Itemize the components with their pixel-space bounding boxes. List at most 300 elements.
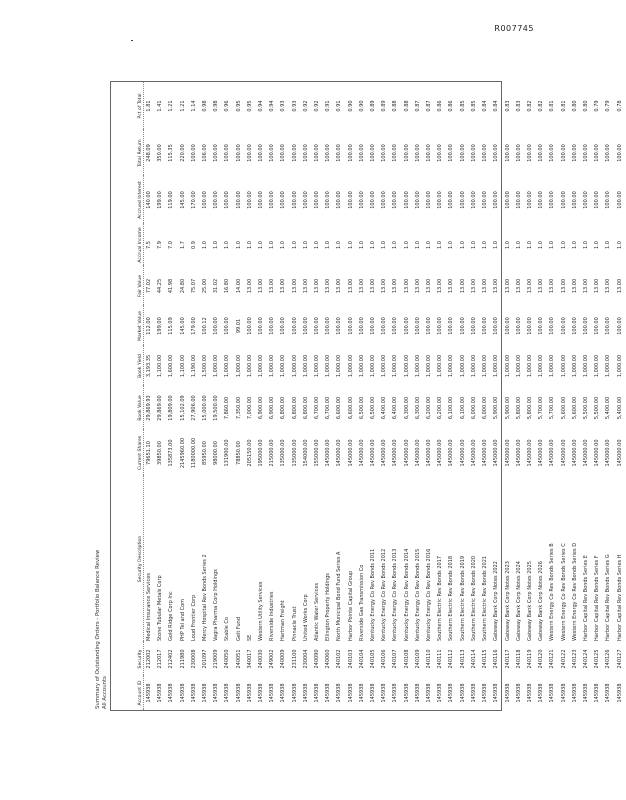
table-cell: 100.00 bbox=[582, 317, 589, 335]
table-cell: 240122 bbox=[560, 649, 567, 669]
table-cell: 6,400.00 bbox=[392, 396, 399, 420]
table-cell: 240107 bbox=[392, 649, 399, 669]
table-cell: 240102 bbox=[336, 649, 343, 669]
table-row bbox=[346, 82, 357, 710]
table-cell: 100.00 bbox=[403, 191, 410, 209]
table-cell: 0.83 bbox=[504, 100, 511, 112]
table-cell: 13.00 bbox=[560, 278, 567, 294]
table-cell: 145000.00 bbox=[325, 439, 332, 467]
table-cell: 1,000.00 bbox=[605, 354, 612, 378]
table-cell: 13.00 bbox=[470, 278, 477, 294]
table-cell: 1,100.00 bbox=[157, 354, 164, 378]
table-cell: Harbor Capital Rev Bonds Series F bbox=[594, 555, 601, 641]
table-cell: Gateway Bank Corp Notes 2022 bbox=[493, 561, 500, 641]
table-cell: 100.00 bbox=[504, 191, 511, 209]
table-cell: 100.00 bbox=[392, 191, 399, 209]
table-cell: 13.00 bbox=[246, 278, 253, 294]
table-cell: 0.92 bbox=[302, 100, 309, 112]
table-cell: 1,190.00 bbox=[190, 354, 197, 378]
table-cell: 1,000.00 bbox=[347, 354, 354, 378]
table-cell: 145938 bbox=[246, 683, 253, 703]
table-cell: 100.00 bbox=[325, 144, 332, 162]
table-cell: 211980 bbox=[179, 649, 186, 669]
table-cell: 145938 bbox=[280, 683, 287, 703]
table-cell: 14.00 bbox=[235, 278, 242, 294]
table-cell: 0.89 bbox=[370, 100, 377, 112]
table-cell: 0.79 bbox=[594, 100, 601, 112]
table-cell: 350.00 bbox=[157, 144, 164, 162]
table-cell: 100.00 bbox=[560, 317, 567, 335]
table-cell: 100.00 bbox=[414, 191, 421, 209]
table-cell: Southern Electric Rev Bonds 2018 bbox=[448, 555, 455, 641]
table-cell: 145938 bbox=[190, 683, 197, 703]
table-cell: 6,300.00 bbox=[403, 396, 410, 420]
table-cell: 6,900.00 bbox=[269, 396, 276, 420]
table-cell: 0.95 bbox=[235, 100, 242, 112]
table-cell: 100.00 bbox=[549, 317, 556, 335]
table-cell: 145938 bbox=[482, 683, 489, 703]
table-cell: 100.00 bbox=[392, 144, 399, 162]
table-cell: 79651.10 bbox=[146, 441, 152, 465]
table-cell: 145938 bbox=[347, 683, 354, 703]
table-cell: 100.00 bbox=[594, 144, 601, 162]
table-cell: 240105 bbox=[370, 649, 377, 669]
table-cell: 1.0 bbox=[280, 241, 287, 249]
column-header: Book Value bbox=[137, 395, 143, 421]
table-cell: 2145960.00 bbox=[179, 437, 186, 469]
table-cell: 1,000.00 bbox=[448, 354, 455, 378]
table-cell: SE bbox=[246, 634, 253, 641]
table-cell: 145000.00 bbox=[470, 439, 477, 467]
table-cell: 145000.00 bbox=[616, 439, 623, 467]
table-cell: 240110 bbox=[426, 649, 433, 669]
table-cell: 0.88 bbox=[403, 100, 410, 112]
table-cell: 100.00 bbox=[594, 191, 601, 209]
table-cell: 1.0 bbox=[235, 241, 242, 249]
table-cell: 13.00 bbox=[571, 278, 578, 294]
table-cell: 100.00 bbox=[302, 144, 309, 162]
table-cell: 1,000.00 bbox=[515, 354, 522, 378]
table-cell: 100.00 bbox=[370, 191, 377, 209]
table-cell: 13.00 bbox=[549, 278, 556, 294]
table-cell: 1.0 bbox=[504, 241, 511, 249]
table-cell: 1.0 bbox=[549, 241, 556, 249]
table-cell: 240009 bbox=[280, 649, 287, 669]
table-cell: 240119 bbox=[526, 649, 533, 669]
table-cell: 112.00 bbox=[146, 317, 152, 335]
table-cell: 100.00 bbox=[482, 317, 489, 335]
table-cell: 1.0 bbox=[582, 241, 589, 249]
table-cell: 145938 bbox=[314, 683, 321, 703]
table-cell: 1.0 bbox=[381, 241, 388, 249]
table-row bbox=[514, 82, 525, 710]
column-header: Accrual Income bbox=[137, 227, 143, 263]
table-cell: 7.0 bbox=[168, 241, 175, 249]
table-cell: 5,800.00 bbox=[515, 396, 522, 420]
table-cell: 145938 bbox=[358, 683, 365, 703]
table-row bbox=[368, 82, 379, 710]
table-row bbox=[525, 82, 536, 710]
table-cell: 1,000.00 bbox=[403, 354, 410, 378]
table-cell: 1,000.00 bbox=[493, 354, 500, 378]
table-cell: 0.84 bbox=[493, 100, 500, 112]
table-row bbox=[334, 82, 345, 710]
table-cell: 1.0 bbox=[224, 241, 231, 249]
table-cell: 145938 bbox=[605, 683, 612, 703]
table-cell: 0.87 bbox=[414, 100, 421, 112]
table-cell: 100.00 bbox=[560, 144, 567, 162]
table-row bbox=[446, 82, 457, 710]
table-cell: 1.0 bbox=[426, 241, 433, 249]
table-cell: 100.00 bbox=[605, 144, 612, 162]
table-cell: 1.0 bbox=[459, 241, 466, 249]
table-cell: 1,000.00 bbox=[235, 354, 242, 378]
table-cell: 145938 bbox=[448, 683, 455, 703]
table-cell: 145000.00 bbox=[437, 439, 444, 467]
table-cell: 1,000.00 bbox=[291, 354, 298, 378]
table-cell: 240123 bbox=[571, 649, 578, 669]
table-cell: Gateway Bank Corp Notes 2025 bbox=[526, 561, 533, 641]
table-cell: 100.00 bbox=[616, 191, 623, 209]
table-cell: 13.00 bbox=[538, 278, 545, 294]
column-header: Accrued Interest bbox=[137, 181, 143, 219]
table-cell: 1,000.00 bbox=[437, 354, 444, 378]
table-cell: 145000.00 bbox=[571, 439, 578, 467]
table-row bbox=[245, 82, 256, 710]
table-row bbox=[267, 82, 278, 710]
table-cell: 1.0 bbox=[269, 241, 276, 249]
table-cell: 1,000.00 bbox=[459, 354, 466, 378]
table-row bbox=[256, 82, 267, 710]
table-cell: 145000.00 bbox=[538, 439, 545, 467]
table-cell: 145938 bbox=[325, 683, 332, 703]
table-cell: 100.00 bbox=[493, 317, 500, 335]
table-cell: 13.00 bbox=[403, 278, 410, 294]
table-cell: 100.00 bbox=[269, 144, 276, 162]
table-cell: 13.00 bbox=[358, 278, 365, 294]
table-cell: 13.00 bbox=[302, 278, 309, 294]
table-cell: 145938 bbox=[179, 683, 186, 703]
table-cell: 145938 bbox=[493, 683, 500, 703]
table-cell: 199.00 bbox=[157, 317, 164, 335]
table-cell: 1,000.00 bbox=[504, 354, 511, 378]
table-cell: 1.0 bbox=[291, 241, 298, 249]
table-cell: 100.00 bbox=[403, 317, 410, 335]
table-cell: 0.85 bbox=[470, 100, 477, 112]
table-cell: 13.00 bbox=[515, 278, 522, 294]
table-cell: 13.00 bbox=[392, 278, 399, 294]
table-cell: 220.00 bbox=[179, 144, 186, 162]
table-cell: 1.0 bbox=[325, 241, 332, 249]
table-cell: 1,000.00 bbox=[426, 354, 433, 378]
table-cell: 145.00 bbox=[179, 317, 186, 335]
table-cell: 100.00 bbox=[426, 191, 433, 209]
table-cell: 140.00 bbox=[146, 191, 152, 209]
table-cell: Kentucky Energy Co Rev Bonds 2014 bbox=[403, 548, 410, 641]
table-cell: 100.00 bbox=[493, 191, 500, 209]
table-cell: 100.00 bbox=[403, 144, 410, 162]
column-header: Security Description bbox=[137, 535, 143, 583]
table-cell: 100.00 bbox=[414, 317, 421, 335]
table-cell: 201097 bbox=[202, 649, 209, 669]
table-cell: 212002 bbox=[146, 649, 152, 669]
table-cell: 145938 bbox=[302, 683, 309, 703]
table-cell: 13.00 bbox=[314, 278, 321, 294]
table-cell: 100.00 bbox=[526, 144, 533, 162]
table-cell: 0.86 bbox=[448, 100, 455, 112]
table-row bbox=[222, 82, 233, 710]
table-cell: 6,600.00 bbox=[347, 396, 354, 420]
table-row bbox=[581, 82, 592, 710]
column-header: Security bbox=[137, 649, 143, 669]
table-cell: 145938 bbox=[213, 683, 220, 703]
table-cell: 100.00 bbox=[470, 317, 477, 335]
table-cell: 1,000.00 bbox=[213, 354, 220, 378]
header-row bbox=[111, 82, 144, 710]
table-cell: 100.00 bbox=[336, 144, 343, 162]
table-cell: 145938 bbox=[582, 683, 589, 703]
table-cell: 1,000.00 bbox=[381, 354, 388, 378]
table-cell: 0.92 bbox=[314, 100, 321, 112]
table-cell: 100.00 bbox=[269, 191, 276, 209]
table-cell: 145938 bbox=[157, 683, 164, 703]
table-cell: 0.93 bbox=[291, 100, 298, 112]
table-cell: Gold Ridge Corp Inc bbox=[168, 591, 175, 641]
table-cell: 145938 bbox=[381, 683, 388, 703]
table-cell: 100.00 bbox=[426, 317, 433, 335]
table-cell: 100.00 bbox=[571, 317, 578, 335]
table-cell: 100.00 bbox=[459, 191, 466, 209]
column-header: Pct of Total bbox=[137, 93, 143, 119]
table-cell: 13.00 bbox=[426, 278, 433, 294]
table-cell: 3,193.35 bbox=[146, 354, 152, 378]
table-cell: 145938 bbox=[549, 683, 556, 703]
table-cell: Harbor Capital Rev Bonds Series E bbox=[582, 555, 589, 641]
table-cell: 6,400.00 bbox=[381, 396, 388, 420]
table-cell: 0.81 bbox=[560, 100, 567, 112]
orders-table bbox=[111, 82, 626, 710]
table-cell: 1,000.00 bbox=[325, 354, 332, 378]
table-cell: Kentucky Energy Co Rev Bonds 2015 bbox=[414, 548, 421, 641]
table-row bbox=[379, 82, 390, 710]
table-cell: 13.00 bbox=[437, 278, 444, 294]
table-cell: 145000.00 bbox=[549, 439, 556, 467]
table-cell: 145000.00 bbox=[515, 439, 522, 467]
table-cell: 100.00 bbox=[493, 144, 500, 162]
table-cell: 145000.00 bbox=[347, 439, 354, 467]
table-cell: 100.00 bbox=[549, 144, 556, 162]
table-cell: 100.00 bbox=[605, 191, 612, 209]
table-cell: 1,000.00 bbox=[560, 354, 567, 378]
table-cell: 231100 bbox=[291, 649, 298, 669]
table-cell: 100.00 bbox=[605, 317, 612, 335]
table-cell: 240050 bbox=[224, 649, 231, 669]
table-cell: 145938 bbox=[560, 683, 567, 703]
table-row bbox=[559, 82, 570, 710]
table-row bbox=[200, 82, 211, 710]
table-cell: 145938 bbox=[538, 683, 545, 703]
table-cell: 1,000.00 bbox=[414, 354, 421, 378]
table-cell: 100.00 bbox=[246, 317, 253, 335]
table-cell: 240109 bbox=[414, 649, 421, 669]
table-cell: 145000.00 bbox=[482, 439, 489, 467]
table-cell: Harbor Capital Rev Bonds Series G bbox=[605, 554, 612, 641]
table-cell: 100.00 bbox=[448, 191, 455, 209]
table-row bbox=[323, 82, 334, 710]
table-cell: 16.80 bbox=[224, 278, 231, 294]
table-cell: 230008 bbox=[190, 649, 197, 669]
table-cell: 1.0 bbox=[616, 241, 623, 249]
table-cell: 1.0 bbox=[594, 241, 601, 249]
table-cell: 78850.00 bbox=[235, 441, 242, 465]
table-cell: 145938 bbox=[594, 683, 601, 703]
table-cell: 100.00 bbox=[213, 317, 220, 335]
table-cell: 100.00 bbox=[269, 317, 276, 335]
table-row bbox=[211, 82, 222, 710]
table-cell: 1.7 bbox=[179, 241, 186, 249]
table-cell: 100.00 bbox=[314, 144, 321, 162]
table-cell: 100.00 bbox=[426, 144, 433, 162]
table-cell: 100.00 bbox=[594, 317, 601, 335]
table-cell: 1.0 bbox=[448, 241, 455, 249]
table-cell: 19,809.00 bbox=[168, 395, 175, 421]
table-row bbox=[435, 82, 446, 710]
table-cell: 0.96 bbox=[224, 100, 231, 112]
table-row bbox=[536, 82, 547, 710]
table-cell: 100.00 bbox=[370, 317, 377, 335]
table-cell: 100.00 bbox=[582, 144, 589, 162]
table-cell: 100.00 bbox=[482, 144, 489, 162]
table-row bbox=[603, 82, 614, 710]
table-cell: 100.00 bbox=[515, 144, 522, 162]
table-cell: 5,400.00 bbox=[605, 396, 612, 420]
table-cell: 340017 bbox=[246, 649, 253, 669]
table-cell: Kentucky Energy Co Rev Bonds 2016 bbox=[426, 548, 433, 641]
column-header: Account ID bbox=[137, 680, 143, 706]
table-row bbox=[278, 82, 289, 710]
table-cell: 85950.00 bbox=[202, 441, 209, 465]
table-cell: PHP Tel and Com bbox=[179, 598, 186, 641]
table-cell: 100.00 bbox=[526, 317, 533, 335]
table-cell: 145000.00 bbox=[594, 439, 601, 467]
table-caption bbox=[95, 149, 108, 709]
table-cell: 1.0 bbox=[605, 241, 612, 249]
table-cell: 1.0 bbox=[482, 241, 489, 249]
table-cell: 0.80 bbox=[582, 100, 589, 112]
table-cell: 145938 bbox=[235, 683, 242, 703]
table-cell: 240116 bbox=[493, 649, 500, 669]
table-cell: 145000.00 bbox=[582, 439, 589, 467]
table-row bbox=[178, 82, 189, 710]
table-cell: 100.00 bbox=[347, 191, 354, 209]
table-cell: 1.0 bbox=[370, 241, 377, 249]
table-cell: 100.00 bbox=[459, 144, 466, 162]
table-cell: 100.00 bbox=[213, 191, 220, 209]
table-cell: 135873.00 bbox=[168, 439, 175, 467]
table-cell: 1.0 bbox=[515, 241, 522, 249]
table-cell: 100.00 bbox=[504, 144, 511, 162]
table-cell: 212017 bbox=[157, 649, 164, 669]
table-cell: 1.0 bbox=[526, 241, 533, 249]
table-cell: 100.00 bbox=[571, 191, 578, 209]
table-cell: 240124 bbox=[582, 649, 589, 669]
table-cell: Western Energy Co Rev Bonds Series D bbox=[571, 542, 578, 641]
table-cell: 1,000.00 bbox=[358, 354, 365, 378]
table-row bbox=[402, 82, 413, 710]
rotated-table-container bbox=[95, 75, 623, 715]
table-cell: 145000.00 bbox=[459, 439, 466, 467]
table-cell: 77.02 bbox=[146, 278, 152, 294]
table-cell: 6,100.00 bbox=[448, 396, 455, 420]
table-cell: 219009 bbox=[213, 649, 220, 669]
table-cell: Riverside Industries bbox=[269, 591, 276, 641]
table-cell: 13.00 bbox=[370, 278, 377, 294]
table-cell: 0.98 bbox=[202, 100, 209, 112]
table-cell: 13.00 bbox=[347, 278, 354, 294]
table-cell: 100.00 bbox=[336, 317, 343, 335]
table-cell: 1,000.00 bbox=[280, 354, 287, 378]
table-cell: Riverside Gas Transmission Co bbox=[358, 564, 365, 641]
table-cell: 115.35 bbox=[168, 144, 175, 162]
table-cell: 100.00 bbox=[549, 191, 556, 209]
table-body bbox=[144, 82, 626, 710]
table-cell: 1.41 bbox=[157, 100, 164, 112]
table-cell: 15,102.09 bbox=[179, 395, 186, 421]
caption-line-1: Summary of Outstanding Orders - Portfolio Balance Review bbox=[95, 549, 101, 709]
table-cell: 6,500.00 bbox=[358, 396, 365, 420]
table-cell: 1,000.00 bbox=[616, 354, 623, 378]
table-cell: 100.00 bbox=[459, 317, 466, 335]
table-cell: 240117 bbox=[504, 649, 511, 669]
table-cell: 1.14 bbox=[190, 100, 197, 112]
table-cell: 100.00 bbox=[616, 317, 623, 335]
table-cell: 195000.00 bbox=[258, 439, 265, 467]
table-row bbox=[413, 82, 424, 710]
table-cell: 1,000.00 bbox=[314, 354, 321, 378]
table-cell: 100.00 bbox=[437, 317, 444, 335]
table-row bbox=[155, 82, 166, 710]
table-cell: 13.00 bbox=[336, 278, 343, 294]
table-cell: 100.00 bbox=[560, 191, 567, 209]
table-cell: 0.9 bbox=[190, 241, 197, 249]
table-cell: 5,400.00 bbox=[616, 396, 623, 420]
table-cell: 6,500.00 bbox=[370, 396, 377, 420]
table-cell: 1,000.00 bbox=[392, 354, 399, 378]
table-cell: 5,900.00 bbox=[493, 396, 500, 420]
table-cell: 240125 bbox=[594, 649, 601, 669]
table-cell: 100.00 bbox=[504, 317, 511, 335]
table-cell: 0.94 bbox=[258, 100, 265, 112]
table-cell: 0.86 bbox=[437, 100, 444, 112]
table-cell: Gelt Fund bbox=[235, 616, 242, 641]
table-cell: 100.00 bbox=[538, 317, 545, 335]
table-cell: Ellington Property Holdings bbox=[325, 573, 332, 641]
table-cell: 100.00 bbox=[381, 191, 388, 209]
table-cell: 240115 bbox=[482, 649, 489, 669]
table-cell: 7,000.00 bbox=[246, 396, 253, 420]
table-cell: 13.00 bbox=[269, 278, 276, 294]
table-cell: 100.00 bbox=[280, 191, 287, 209]
table-cell: 1.0 bbox=[213, 241, 220, 249]
landscape-page bbox=[95, 75, 623, 715]
table-cell: 145938 bbox=[370, 683, 377, 703]
table-cell: 6,100.00 bbox=[459, 396, 466, 420]
table-row bbox=[491, 82, 502, 710]
table-cell: 13.00 bbox=[616, 278, 623, 294]
table-cell: 145000.00 bbox=[414, 439, 421, 467]
table-cell: 100.00 bbox=[515, 317, 522, 335]
table-cell: 1,600.00 bbox=[168, 354, 175, 378]
